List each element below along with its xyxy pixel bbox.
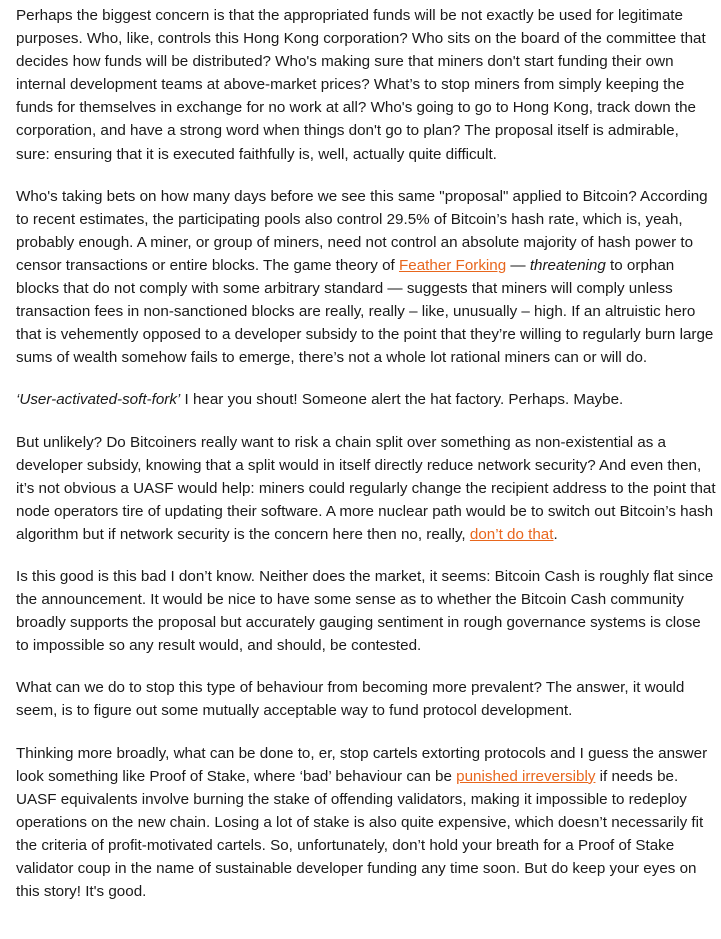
paragraph-bitcoin-bets	[16, 185, 716, 370]
paragraph-text: .	[553, 525, 558, 543]
paragraph-proof-of-stake	[16, 742, 716, 904]
paragraph-text: Thinking more broadly, what can be done to, er, stop cartels extorting protocols and I guess the answer look something like Proof of Stake, where ‘bad’ behaviour can be	[16, 744, 708, 785]
paragraph-text: —	[506, 256, 530, 274]
paragraph-text: But unlikely? Do Bitcoiners really want to risk a chain split over something as non-existential as a developer subsidy, knowing that a split would in itself directly reduce network security? And even then, it’s not obvious a UASF would help: miners could regularly change the recipient address to the point that node operators tire of updating their software. A more nuclear path would be to switch out Bitcoin’s hash algorithm but if network security is the concern here then no, really,	[16, 433, 716, 543]
emphasis-uasf: ‘User-activated-soft-fork’	[16, 391, 181, 409]
paragraph-market-sentiment: Is this good is this bad I don’t know. Neither does the market, it seems: Bitcoin Cash is roughly flat since the announcement. It would be nice to have some sense as to whether the Bitcoin Cash community broadly supports the proposal but accurately gauging sentiment in rough governance systems is close to impossible so any result would, and should, be contested.	[16, 567, 714, 655]
paragraph-uasf-shout	[16, 388, 716, 411]
paragraph-text: Who's taking bets on how many days before we see this same "proposal" applied to Bitcoin? According to recent estimates, the participating pools also control 29.5% of Bitcoin’s hash rate, which is, yeah, probably enough. A miner, or group of miners, need not control an absolute majority of hash power to censor transactions or entire blocks. The game theory of	[16, 187, 708, 274]
feather-forking-link[interactable]: Feather Forking	[398, 256, 507, 274]
punished-irreversibly-link[interactable]: punished irreversibly	[456, 767, 596, 785]
paragraph-text: I hear you shout! Someone alert the hat factory. Perhaps. Maybe.	[180, 391, 624, 409]
paragraph-chain-split	[16, 431, 716, 546]
paragraph-text: to orphan blocks that do not comply with some arbitrary standard — suggests that miners will comply unless transaction fees in non-sanctioned blocks are really, really – like, unusually – high. If an altruistic hero that is vehemently opposed to a developer subsidy to the point that they’re willing to regularly burn large sums of wealth somehow fails to emerge, there’s not a whole lot rational miners can or will do.	[16, 256, 714, 367]
paragraph-stop-behaviour: What can we do to stop this type of behaviour from becoming more prevalent? The answer, it would seem, is to figure out some mutually acceptable way to fund protocol development.	[16, 679, 685, 720]
dont-do-that-link[interactable]: don’t do that	[469, 525, 554, 543]
emphasis-threatening: threatening	[529, 256, 606, 274]
paragraph-text: if needs be. UASF equivalents involve burning the stake of offending validators, making it impossible to redeploy operations on the new chain. Losing a lot of stake is also quite expensive, which doesn’t necessarily fit the criteria of profit-motivated cartels. So, unfortunately, don’t hold your breath for a Proof of Stake validator coup in the name of sustainable developer funding any time soon. But do keep your eyes on this story! It's good.	[16, 767, 704, 901]
paragraph-funds-concern: Perhaps the biggest concern is that the appropriated funds will be not exactly be used for legitimate purposes. Who, like, controls this Hong Kong corporation? Who sits on the board of the committee that decides how funds will be distributed? Who's making sure that miners don't start funding their own internal development teams at above-market prices? What’s to stop miners from simply keeping the funds for themselves in exchange for no work at all? Who's going to go to Hong Kong, track down the corporation, and have a strong word when things don't go to plan? The proposal itself is admirable, sure: ensuring that it is executed faithfully is, well, actually quite difficult.	[16, 7, 706, 163]
article-body	[16, 4, 716, 922]
